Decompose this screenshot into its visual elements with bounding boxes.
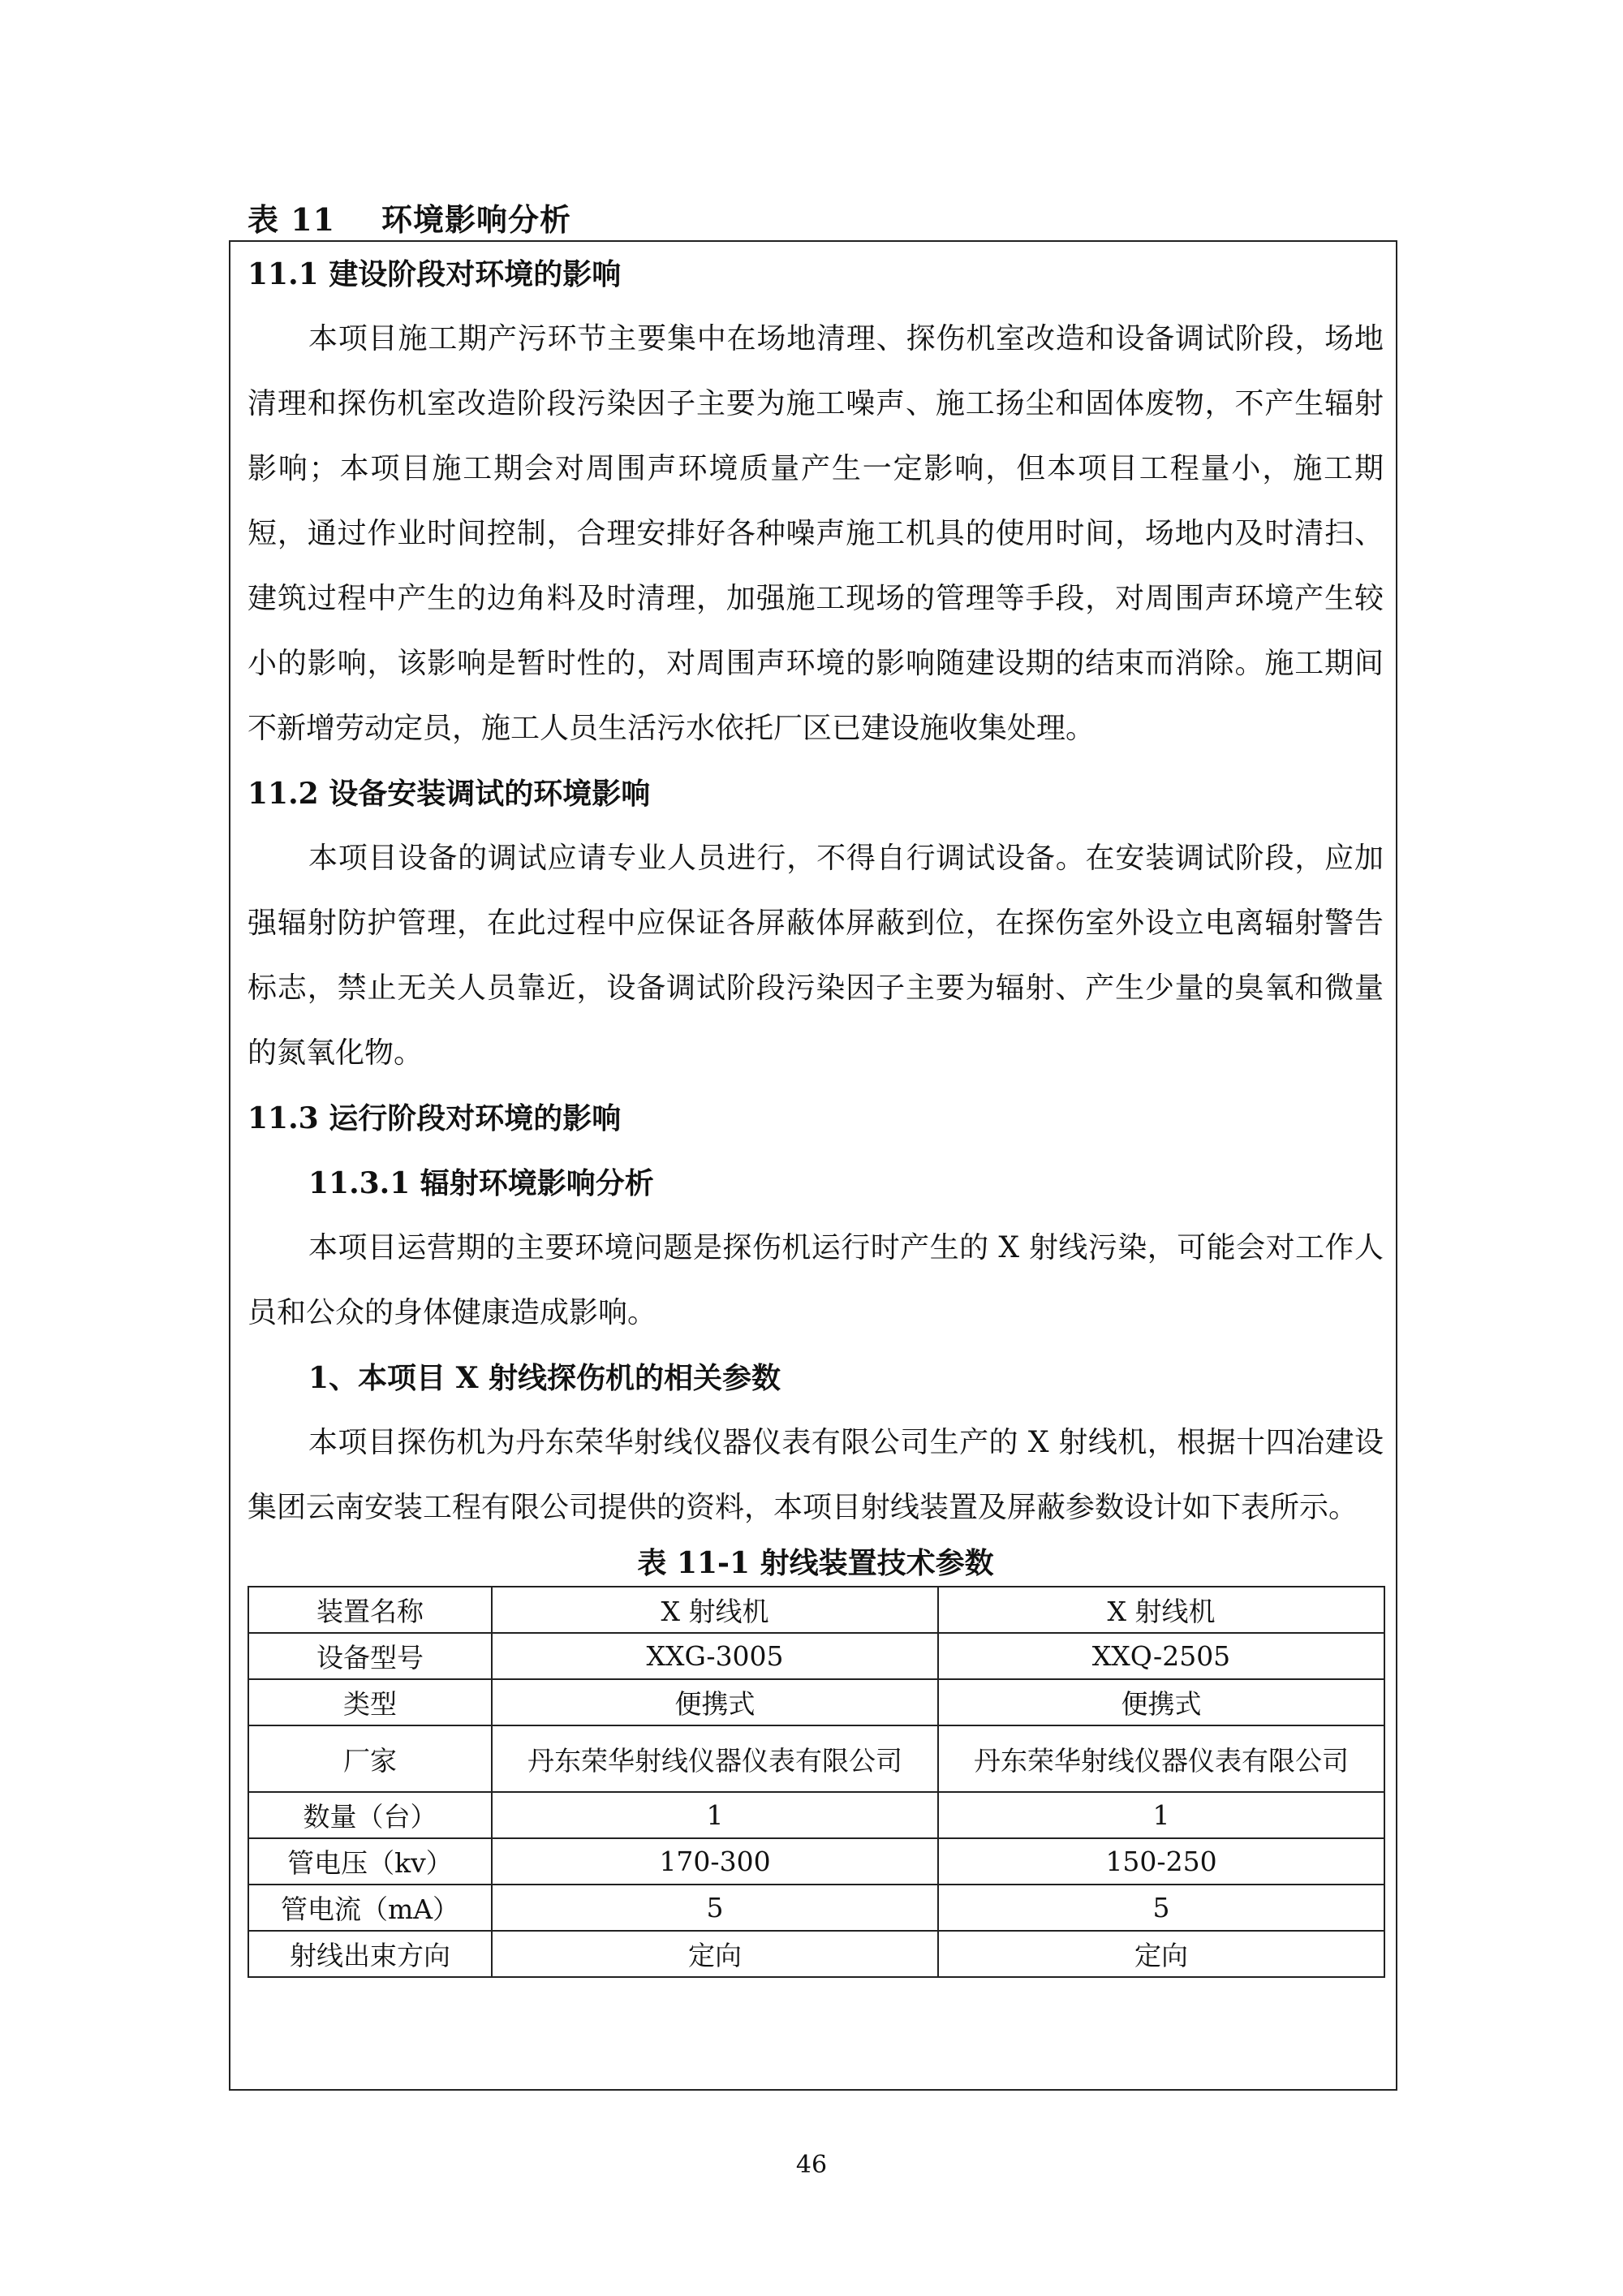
table-row-label: 数量（台） xyxy=(248,1792,492,1838)
subsection-paragraph-11-3-1: 本项目运营期的主要环境问题是探伤机运行时产生的 X 射线污染，可能会对工作人员和公众的身体健康造成影响。 xyxy=(248,1231,1384,1329)
table-cell: 5 xyxy=(938,1885,1384,1931)
section-title-11-2: 11.2 设备安装调试的环境影响 xyxy=(248,777,651,811)
subsection-paragraph-params: 本项目探伤机为丹东荣华射线仪器仪表有限公司生产的 X 射线机，根据十四冶建设集团云南安装工程有限公司提供的资料，本项目射线装置及屏蔽参数设计如下表所示。 xyxy=(248,1426,1384,1524)
table-cell: 1 xyxy=(492,1792,938,1838)
table-cell: 便携式 xyxy=(492,1679,938,1725)
table-cell: 便携式 xyxy=(938,1679,1384,1725)
table-row-label: 管电压（kv） xyxy=(248,1838,492,1885)
table-cell: 5 xyxy=(492,1885,938,1931)
table-cell: XXQ-2505 xyxy=(938,1633,1384,1679)
table-title: 表 11-1 射线装置技术参数 xyxy=(637,1546,994,1580)
table-row-label: 管电流（mA） xyxy=(248,1885,492,1931)
table-cell: 丹东荣华射线仪器仪表有限公司 xyxy=(492,1725,938,1792)
table-cell: 定向 xyxy=(492,1931,938,1977)
section-title-11-1: 11.1 建设阶段对环境的影响 xyxy=(248,257,622,291)
table-row xyxy=(248,1931,1384,1977)
device-params-table xyxy=(248,1586,1385,1978)
table-row xyxy=(248,1725,1384,1792)
table-row-label: 装置名称 xyxy=(248,1587,492,1633)
page-number: 46 xyxy=(795,2151,828,2179)
table-row-label: 类型 xyxy=(248,1679,492,1725)
table-row-label: 设备型号 xyxy=(248,1633,492,1679)
table-row xyxy=(248,1587,1384,1633)
subsection-title-params: 1、本项目 X 射线探伤机的相关参数 xyxy=(308,1361,781,1395)
table-cell: 定向 xyxy=(938,1931,1384,1977)
section-title-11-3: 11.3 运行阶段对环境的影响 xyxy=(248,1101,622,1135)
table-row-label: 厂家 xyxy=(248,1725,492,1792)
table-row xyxy=(248,1633,1384,1679)
table-cell: XXG-3005 xyxy=(492,1633,938,1679)
table-cell: X 射线机 xyxy=(492,1587,938,1633)
table-cell: 170-300 xyxy=(492,1838,938,1885)
table-row xyxy=(248,1679,1384,1725)
table-cell: X 射线机 xyxy=(938,1587,1384,1633)
table-row xyxy=(248,1838,1384,1885)
table-row xyxy=(248,1885,1384,1931)
content-area xyxy=(248,242,1384,1978)
table-cell: 150-250 xyxy=(938,1838,1384,1885)
table-row xyxy=(248,1792,1384,1838)
page-heading: 表 11 环境影响分析 xyxy=(248,201,572,238)
section-paragraph-11-2: 本项目设备的调试应请专业人员进行，不得自行调试设备。在安装调试阶段，应加强辐射防护管理，在此过程中应保证各屏蔽体屏蔽到位，在探伤室外设立电离辐射警告标志，禁止无关人员靠近，设备调试阶段污染因子主要为辐射、产生少量的臭氧和微量的氮氧化物。 xyxy=(248,842,1384,1070)
table-cell: 1 xyxy=(938,1792,1384,1838)
table-row-label: 射线出束方向 xyxy=(248,1931,492,1977)
subsection-title-11-3-1: 11.3.1 辐射环境影响分析 xyxy=(308,1166,654,1200)
table-cell: 丹东荣华射线仪器仪表有限公司 xyxy=(938,1725,1384,1792)
section-paragraph-11-1: 本项目施工期产污环节主要集中在场地清理、探伤机室改造和设备调试阶段，场地清理和探伤机室改造阶段污染因子主要为施工噪声、施工扬尘和固体废物，不产生辐射影响；本项目施工期会对周围声环境质量产生一定影响，但本项目工程量小，施工期短，通过作业时间控制，合理安排好各种噪声施工机具的使用时间，场地内及时清扫、建筑过程中产生的边角料及时清理，加强施工现场的管理等手段，对周围声环境产生较小的影响，该影响是暂时性的，对周围声环境的影响随建设期的结束而消除。施工期间不新增劳动定员，施工人员生活污水依托厂区已建设施收集处理。 xyxy=(248,322,1384,745)
